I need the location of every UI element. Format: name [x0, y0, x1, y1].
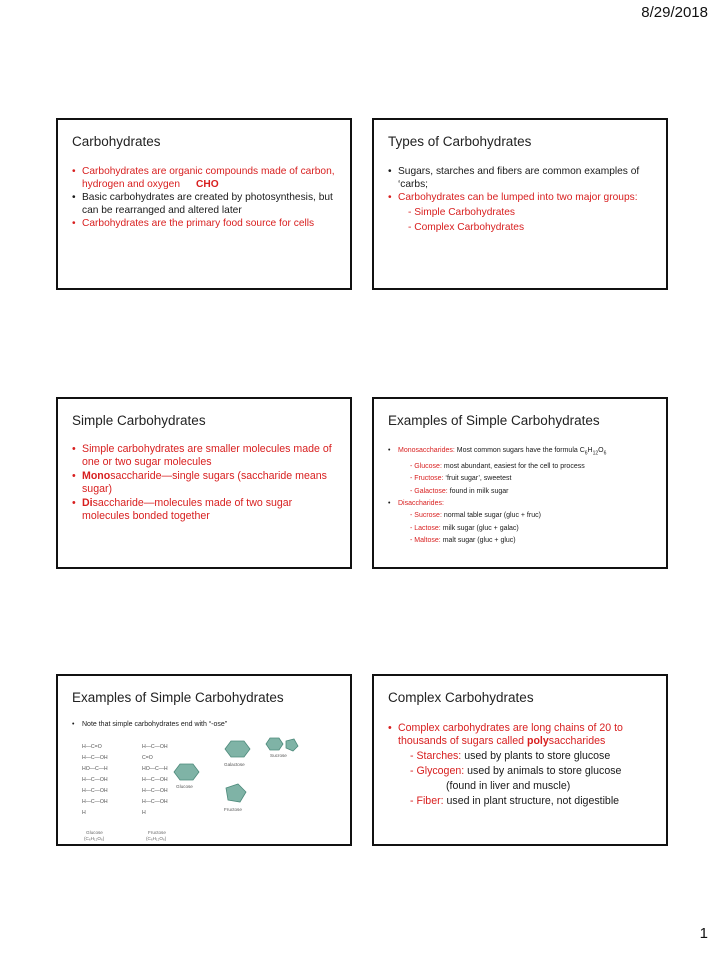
slide-title: Carbohydrates: [72, 134, 161, 149]
slide-complex-carbohydrates: [372, 674, 668, 846]
slide-title: Examples of Simple Carbohydrates: [388, 413, 600, 428]
bullet-item: • Disaccharide—molecules made of two sugar molecules bonded together: [72, 497, 342, 523]
glucose-structure-label: Glucose: [86, 830, 103, 835]
sub-item: - Maltose: malt sugar (gluc + gluc): [410, 537, 516, 545]
sub-item: - Fiber: used in plant structure, not digestible: [410, 795, 620, 807]
fructose-ring-label: Fructose: [224, 807, 242, 812]
glucose-formula-row: H—C—OH: [82, 799, 108, 805]
slide-examples-simple-carbs: [372, 397, 668, 569]
slide-types-of-carbohydrates: [372, 118, 668, 290]
document-date: 8/29/2018: [641, 4, 708, 21]
sub-item: (found in liver and muscle): [446, 780, 571, 792]
glucose-structure-formula: (C₆H₁₂O₆): [84, 836, 105, 841]
bullet-item: • Basic carbohydrates are created by photosynthesis, but can be rearranged and altered later: [72, 192, 342, 217]
sucrose-label: Sucrose: [270, 753, 287, 758]
sub-item: - Glucose: most abundant, easiest for the cell to process: [410, 462, 585, 470]
slide-title: Simple Carbohydrates: [72, 413, 206, 428]
glucose-ring-label: Glucose: [176, 784, 193, 789]
sucrose-ring-icon-b: [286, 739, 298, 751]
galactose-ring-icon: [225, 741, 250, 757]
bullet-item: • Monosaccharide—single sugars (saccharide means sugar): [72, 470, 342, 496]
fructose-ring-icon: [226, 784, 246, 802]
fructose-formula-row: H—C—OH: [142, 777, 168, 783]
sub-item: - Glycogen: used by animals to store glucose: [410, 765, 622, 777]
fructose-structure-label: Fructose: [148, 830, 166, 835]
bullet-list: [72, 443, 342, 524]
glucose-formula-row: H: [82, 810, 86, 816]
galactose-label: Galactose: [224, 762, 245, 767]
sugar-structure-diagram: [76, 736, 346, 842]
bullet-item: • Complex carbohydrates are long chains of 20 to thousands of sugars called polysaccharides: [388, 722, 658, 748]
slide-title: Examples of Simple Carbohydrates: [72, 690, 284, 705]
glucose-formula-row: H—C—OH: [82, 788, 108, 794]
glucose-formula-row: H—C—OH: [82, 777, 108, 783]
sub-item: - Fructose: ‘fruit sugar’, sweetest: [410, 475, 512, 483]
fructose-structure-formula: (C₆H₁₂O₆): [146, 836, 167, 841]
fructose-formula-row: H—C—OH: [142, 799, 168, 805]
bullet-list: [388, 445, 658, 548]
page-number: 1: [699, 925, 708, 942]
fructose-formula-row: H—C—OH: [142, 788, 168, 794]
bullet-item: • Simple carbohydrates are smaller molecules made of one or two sugar molecules: [72, 443, 342, 469]
glucose-ring-icon: [174, 764, 199, 780]
sub-item: - Simple Carbohydrates: [408, 206, 516, 218]
sub-item: - Starches: used by plants to store glucose: [410, 750, 611, 762]
bullet-item: • Carbohydrates are the primary food source for cells: [72, 218, 342, 231]
glucose-formula-row: H—C=O: [82, 744, 102, 750]
slide-title: Types of Carbohydrates: [388, 134, 532, 149]
sub-item: - Complex Carbohydrates: [408, 222, 525, 234]
bullet-list: [388, 722, 658, 809]
glucose-formula-row: H—C—OH: [82, 755, 108, 761]
bullet-list: [388, 166, 658, 237]
bullet-item: • Monosaccharides: Most common sugars have the formula $C_6H_{12}O_6$: [388, 445, 658, 460]
bullet-list: [72, 720, 342, 731]
sub-item: - Lactose: milk sugar (gluc + galac): [410, 524, 519, 532]
slide-examples-ose: [56, 674, 352, 846]
slide-simple-carbohydrates: [56, 397, 352, 569]
bullet-list: [72, 166, 342, 232]
bullet-item: • Disaccharides:: [388, 498, 658, 509]
slide-carbohydrates: [56, 118, 352, 290]
fructose-formula-row: H—C—OH: [142, 744, 168, 750]
fructose-formula-row: H: [142, 810, 146, 816]
bullet-item: • Note that simple carbohydrates end with “-ose”: [72, 720, 342, 730]
sub-item: - Sucrose: normal table sugar (gluc + fruc): [410, 512, 541, 520]
sub-item: - Galactose: found in milk sugar: [410, 487, 509, 495]
fructose-formula-row: C=O: [142, 755, 153, 761]
sucrose-ring-icon-a: [266, 738, 283, 750]
slide-title: Complex Carbohydrates: [388, 690, 534, 705]
bullet-item: • Carbohydrates are organic compounds made of carbon, hydrogen and oxygen CHO: [72, 166, 342, 191]
glucose-formula-row: HO—C—H: [82, 766, 108, 772]
fructose-formula-row: HO—C—H: [142, 766, 168, 772]
cho-emphasis: CHO: [196, 178, 219, 190]
bullet-item: • Carbohydrates can be lumped into two major groups:: [388, 192, 658, 205]
bullet-item: • Sugars, starches and fibers are common examples of ‘carbs;: [388, 166, 658, 191]
